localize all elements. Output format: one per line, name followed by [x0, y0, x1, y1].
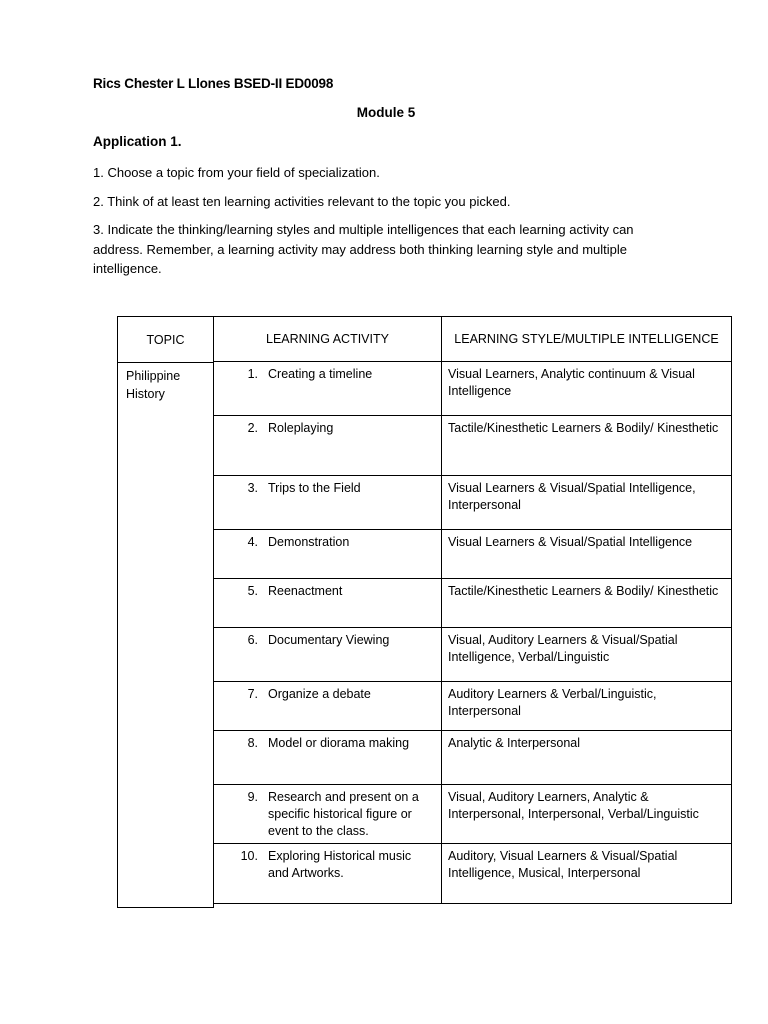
table-row [214, 362, 732, 416]
activity-text: Trips to the Field [268, 481, 361, 495]
activity-number: 5. [247, 584, 258, 598]
activity-text: Roleplaying [268, 421, 334, 435]
activity-cell [214, 362, 442, 416]
table-row [214, 785, 732, 844]
table-row [214, 628, 732, 682]
activity-cell [214, 476, 442, 530]
style-cell: Tactile/Kinesthetic Learners & Bodily/ Kinesthetic [442, 579, 732, 628]
style-cell: Tactile/Kinesthetic Learners & Bodily/ Kinesthetic [442, 416, 732, 476]
table-row [214, 416, 732, 476]
topic-header-divider [118, 362, 213, 363]
table-row [214, 844, 732, 904]
activity-text: Model or diorama making [268, 736, 410, 750]
style-cell: Visual, Auditory Learners & Visual/Spatial Intelligence, Verbal/Linguistic [442, 628, 732, 682]
activity-number: 4. [247, 535, 258, 549]
table-row [214, 579, 732, 628]
activities-table [213, 316, 732, 904]
activity-number: 6. [247, 633, 258, 647]
activity-number: 9. [247, 790, 258, 804]
table-row [214, 731, 732, 785]
activity-text: Reenactment [268, 584, 343, 598]
style-cell: Auditory, Visual Learners & Visual/Spatial Intelligence, Musical, Interpersonal [442, 844, 732, 904]
activity-text: Creating a timeline [268, 367, 373, 381]
author-line: Rics Chester L Llones BSED-II ED0098 [93, 76, 334, 91]
activity-cell [214, 579, 442, 628]
style-header: LEARNING STYLE/MULTIPLE INTELLIGENCE [442, 317, 732, 362]
topic-value: Philippine History [126, 369, 181, 401]
module-title: Module 5 [356, 105, 416, 120]
activity-number: 10. [240, 849, 258, 863]
style-cell: Visual Learners & Visual/Spatial Intelligence, Interpersonal [442, 476, 732, 530]
table-header-row [214, 317, 732, 362]
activity-cell [214, 628, 442, 682]
style-cell: Visual Learners & Visual/Spatial Intelligence [442, 530, 732, 579]
table-row [214, 476, 732, 530]
topic-column [117, 316, 214, 908]
activity-text: Documentary Viewing [268, 633, 390, 647]
style-cell: Auditory Learners & Verbal/Linguistic, Interpersonal [442, 682, 732, 731]
instruction-2: 2. Think of at least ten learning activities relevant to the topic you picked. [93, 194, 511, 209]
activity-number: 7. [247, 687, 258, 701]
activity-number: 8. [247, 736, 258, 750]
activity-text: Exploring Historical music and Artworks. [268, 849, 412, 880]
topic-header: TOPIC [146, 333, 185, 347]
activity-cell [214, 682, 442, 731]
instruction-3: 3. Indicate the thinking/learning styles and multiple intelligences that each learning activity can address. Remember, a learning activity may address both thinking learning style and multiple intelligence. [93, 222, 634, 276]
table-row [214, 682, 732, 731]
activity-number: 3. [247, 481, 258, 495]
activity-text: Research and present on a specific historical figure or event to the class. [268, 790, 419, 838]
activity-cell [214, 416, 442, 476]
activity-cell [214, 785, 442, 844]
style-cell: Visual, Auditory Learners, Analytic & Interpersonal, Interpersonal, Verbal/Linguistic [442, 785, 732, 844]
activity-text: Demonstration [268, 535, 350, 549]
activity-header: LEARNING ACTIVITY [214, 317, 442, 362]
application-title: Application 1. [93, 134, 182, 149]
instruction-1: 1. Choose a topic from your field of specialization. [93, 165, 380, 180]
activity-cell [214, 844, 442, 904]
activity-number: 1. [247, 367, 258, 381]
activity-cell [214, 731, 442, 785]
activity-cell [214, 530, 442, 579]
table-row [214, 530, 732, 579]
activity-number: 2. [247, 421, 258, 435]
style-cell: Analytic & Interpersonal [442, 731, 732, 785]
activity-text: Organize a debate [268, 687, 371, 701]
style-cell: Visual Learners, Analytic continuum & Visual Intelligence [442, 362, 732, 416]
